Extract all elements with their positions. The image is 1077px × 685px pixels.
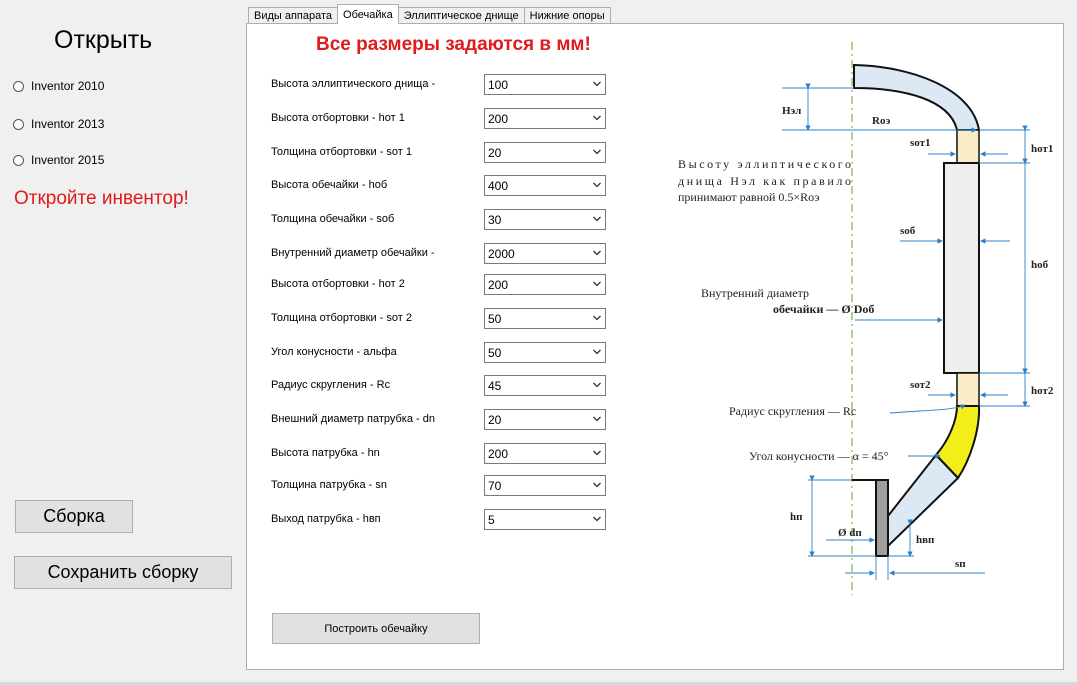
chevron-down-icon (593, 280, 601, 288)
radio-label: Inventor 2010 (31, 79, 105, 93)
param-select-nozzle-thickness[interactable] (484, 475, 606, 496)
param-label-flange1-thickness: Толщина отбортовки - sот 1 (271, 146, 413, 158)
fillet-radius-label: Радиус скругления — Rc (729, 404, 857, 418)
select-value: 20 (488, 145, 502, 160)
note-line-2: днища Hэл как правило (678, 174, 851, 188)
note-line-1: Высоту эллиптического (678, 157, 851, 171)
radio-label: Inventor 2013 (31, 117, 105, 131)
select-value: 200 (488, 446, 509, 461)
dim-d-p: Ø dп (838, 527, 862, 539)
select-value: 50 (488, 345, 502, 360)
param-select-nozzle-protrusion[interactable] (484, 509, 606, 530)
param-select-cone-angle[interactable] (484, 342, 606, 363)
param-select-nozzle-height[interactable] (484, 443, 606, 464)
tab-shell[interactable]: Обечайка (337, 4, 399, 24)
nozzle-shape (876, 480, 888, 556)
inner-diameter-line-1: Внутренний диаметр (701, 286, 809, 300)
chevron-down-icon (593, 314, 601, 322)
tab-apparatus-views[interactable]: Виды аппарата (248, 7, 338, 24)
param-label-nozzle-outer-diameter: Внешний диаметр патрубка - dn (271, 413, 435, 425)
chevron-down-icon (593, 148, 601, 156)
param-label-nozzle-protrusion: Выход патрубка - hвп (271, 513, 381, 525)
dim-h-p: hп (790, 511, 803, 523)
chevron-down-icon (593, 415, 601, 423)
chevron-down-icon (593, 114, 601, 122)
param-label-shell-thickness: Толщина обечайки - sоб (271, 213, 395, 225)
select-value: 20 (488, 412, 502, 427)
chevron-down-icon (593, 449, 601, 457)
param-label-flange1-height: Высота отбортовки - hот 1 (271, 112, 405, 124)
param-label-fillet-radius: Радиус скругления - Rc (271, 379, 391, 391)
param-select-nozzle-outer-diameter[interactable] (484, 409, 606, 430)
dim-s-ot2: sот2 (910, 379, 931, 391)
param-select-head-height[interactable] (484, 74, 606, 95)
shell-dimension-diagram (660, 40, 1060, 600)
dim-s-p: sп (955, 558, 966, 570)
select-value: 45 (488, 378, 502, 393)
select-value: 50 (488, 311, 502, 326)
param-select-flange2-height[interactable] (484, 274, 606, 295)
chevron-down-icon (593, 215, 601, 223)
dim-h-ot1: hот1 (1031, 143, 1054, 155)
select-value: 400 (488, 178, 509, 193)
chevron-down-icon (593, 515, 601, 523)
param-label-nozzle-height: Высота патрубка - hn (271, 447, 380, 459)
save-assembly-button[interactable]: Сохранить сборку (14, 556, 232, 589)
chevron-down-icon (593, 181, 601, 189)
dim-h-vp: hвп (916, 534, 935, 546)
param-select-flange2-thickness[interactable] (484, 308, 606, 329)
param-label-cone-angle: Угол конусности - альфа (271, 346, 397, 358)
cone-angle-label: Угол конусности — α = 45° (749, 449, 889, 463)
param-label-flange2-thickness: Толщина отбортовки - sот 2 (271, 312, 413, 324)
param-select-flange1-height[interactable] (484, 108, 606, 129)
chevron-down-icon (593, 80, 601, 88)
upper-flange-shape (957, 130, 979, 163)
dim-r-oe: Rоэ (872, 115, 891, 127)
chevron-down-icon (593, 348, 601, 356)
select-value: 2000 (488, 246, 515, 261)
param-select-shell-thickness[interactable] (484, 209, 606, 230)
select-value: 70 (488, 478, 502, 493)
select-value: 5 (488, 512, 495, 527)
dim-h-el: Hэл (782, 105, 802, 117)
shell-shape (944, 163, 979, 373)
dim-h-ot2: hот2 (1031, 385, 1054, 397)
radio-circle[interactable] (13, 119, 24, 130)
param-label-shell-height: Высота обечайки - hоб (271, 179, 388, 191)
select-value: 200 (488, 111, 509, 126)
tab-elliptical-head[interactable]: Эллиптическое днище (398, 7, 525, 24)
chevron-down-icon (593, 481, 601, 489)
select-value: 100 (488, 77, 509, 92)
param-select-flange1-thickness[interactable] (484, 142, 606, 163)
param-label-nozzle-thickness: Толщина патрубка - sn (271, 479, 387, 491)
radio-inventor-2013[interactable] (13, 116, 104, 132)
param-label-flange2-height: Высота отбортовки - hот 2 (271, 278, 405, 290)
cone-shape (888, 455, 958, 546)
tab-lower-supports[interactable]: Нижние опоры (524, 7, 611, 24)
param-select-inner-diameter[interactable] (484, 243, 606, 264)
radio-circle[interactable] (13, 81, 24, 92)
dim-h-ob: hоб (1031, 259, 1049, 271)
inner-diameter-line-2: обечайки — Ø Dоб (773, 302, 875, 316)
param-select-shell-height[interactable] (484, 175, 606, 196)
lower-flange-shape (957, 373, 979, 406)
dim-s-ot1: sот1 (910, 137, 931, 149)
dim-s-ob: sоб (900, 225, 916, 237)
param-select-fillet-radius[interactable] (484, 375, 606, 396)
chevron-down-icon (593, 381, 601, 389)
radio-label: Inventor 2015 (31, 153, 105, 167)
assemble-button[interactable]: Сборка (15, 500, 133, 533)
select-value: 30 (488, 212, 502, 227)
param-label-head-height: Высота эллиптического днища - (271, 78, 436, 90)
chevron-down-icon (593, 249, 601, 257)
tab-strip (248, 5, 610, 24)
open-inventor-warning: Откройте инвентор! (14, 188, 189, 209)
param-label-inner-diameter: Внутренний диаметр обечайки - (271, 247, 435, 259)
units-heading: Все размеры задаются в мм! (316, 34, 591, 55)
select-value: 200 (488, 277, 509, 292)
radio-inventor-2015[interactable] (13, 152, 104, 168)
radio-inventor-2010[interactable] (13, 78, 104, 94)
note-line-3: принимают равной 0.5×Rоэ (678, 190, 820, 204)
build-shell-button[interactable]: Построить обечайку (272, 613, 480, 644)
open-title: Открыть (54, 26, 153, 54)
radio-circle[interactable] (13, 155, 24, 166)
